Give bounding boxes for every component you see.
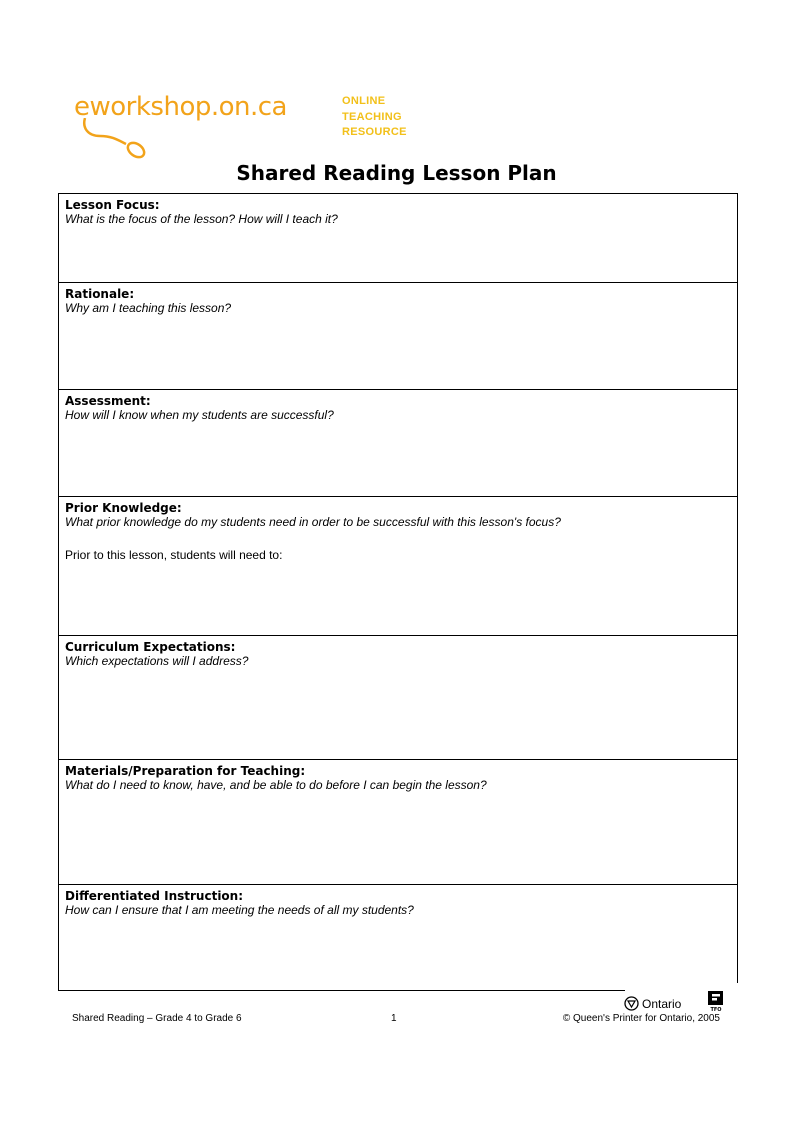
section-prompt: What do I need to know, have, and be able to do before I can begin the lesson? (65, 778, 487, 792)
eworkshop-logo (74, 92, 434, 160)
section-rationale[interactable] (59, 283, 737, 390)
section-prompt: How can I ensure that I am meeting the needs of all my students? (65, 903, 414, 917)
section-curriculum-expectations[interactable] (59, 636, 737, 760)
footer-course: Shared Reading – Grade 4 to Grade 6 (72, 1013, 242, 1024)
section-heading: Prior Knowledge: (65, 501, 182, 515)
tagline-line: TEACHING (342, 110, 402, 123)
section-assessment[interactable] (59, 390, 737, 497)
footer-page-number: 1 (391, 1013, 397, 1024)
section-prompt: What is the focus of the lesson? How will I teach it? (65, 212, 338, 226)
section-prior-knowledge[interactable] (59, 497, 737, 636)
mouse-icon (82, 118, 152, 160)
tfo-logo (707, 990, 725, 1012)
ontario-logo (624, 996, 681, 1011)
tagline-line: RESOURCE (342, 126, 407, 138)
tagline-line: ONLINE (342, 95, 386, 107)
section-heading: Curriculum Expectations: (65, 640, 236, 654)
lesson-plan-table (58, 193, 738, 991)
section-prompt: How will I know when my students are successful? (65, 408, 334, 422)
section-prompt: Which expectations will I address? (65, 654, 249, 668)
tagline (342, 94, 407, 141)
section-heading: Materials/Preparation for Teaching: (65, 764, 306, 778)
tfo-label: TFO (710, 1007, 722, 1012)
section-materials-preparation[interactable] (59, 760, 737, 885)
section-note: Prior to this lesson, students will need to: (65, 548, 283, 562)
section-heading: Assessment: (65, 394, 151, 408)
section-heading: Differentiated Instruction: (65, 889, 244, 903)
logo-text: eworkshop.on.ca (74, 92, 287, 122)
section-lesson-focus[interactable] (59, 194, 737, 283)
section-prompt: Why am I teaching this lesson? (65, 301, 232, 315)
section-prompt: What prior knowledge do my students need in order to be successful with this lesson's focus? (65, 515, 561, 529)
section-heading: Rationale: (65, 287, 135, 301)
section-heading: Lesson Focus: (65, 198, 160, 212)
page-title: Shared Reading Lesson Plan (236, 161, 557, 185)
section-differentiated-instruction[interactable] (59, 885, 737, 990)
ontario-label: Ontario (642, 996, 682, 1011)
footer-copyright: © Queen's Printer for Ontario, 2005 (562, 1013, 720, 1024)
trillium-icon (624, 996, 639, 1011)
